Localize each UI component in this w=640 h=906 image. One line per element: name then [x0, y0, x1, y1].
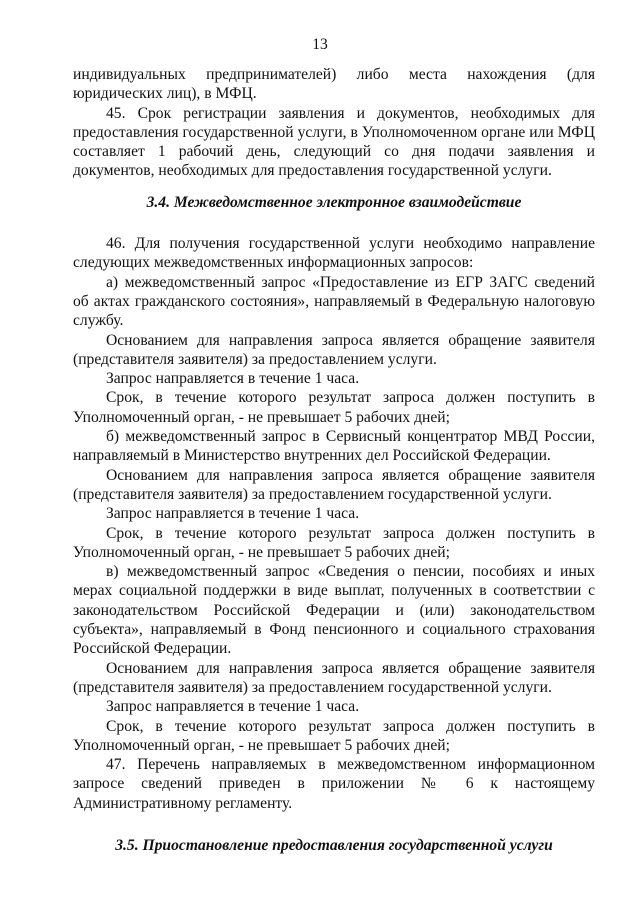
paragraph-continuation: индивидуальных предпринимателей) либо места нахождения (для юридических лиц), в МФЦ. [73, 66, 595, 103]
paragraph-46: 46. Для получения государственной услуги необходимо направление следующих межведомственных информационных запросов: [73, 235, 595, 272]
document-body [73, 65, 595, 855]
paragraph-46-v-deadline: Срок, в течение которого результат запроса должен поступить в Уполномоченный орган, - не превышает 5 рабочих дней; [73, 717, 595, 754]
paragraph-46-b-deadline: Срок, в течение которого результат запроса должен поступить в Уполномоченный орган, - не превышает 5 рабочих дней; [73, 524, 595, 561]
paragraph-46-a-basis: Основанием для направления запроса является обращение заявителя (представителя заявителя) за предоставлением услуги. [73, 331, 595, 368]
paragraph-46-b: б) межведомственный запрос в Сервисный концентратор МВД России, направляемый в Министерство внутренних дел Российской Федерации. [73, 428, 595, 465]
paragraph-46-a-timing: Запрос направляется в течение 1 часа. [106, 370, 360, 388]
paragraph-46-b-basis: Основанием для направления запроса является обращение заявителя (представителя заявителя) за предоставлением государственной услуги. [73, 466, 595, 503]
section-heading-3-4: 3.4. Межведомственное электронное взаимодействие [146, 193, 522, 211]
paragraph-46-v-basis: Основанием для направления запроса является обращение заявителя (представителя заявителя) за предоставлением государственной услуги. [73, 659, 595, 696]
page-number: 13 [312, 36, 328, 53]
paragraph-46-v-timing: Запрос направляется в течение 1 часа. [106, 698, 360, 716]
paragraph-46-v: в) межведомственный запрос «Сведения о пенсии, пособиях и иных мерах социальной поддержки в виде выплат, полученных в соответствии с законодательством Российской Федерации и (или) законодательством субъекта», направляемый в Фонд пенсионного и социального страхования Российской Федерации. [73, 563, 595, 658]
paragraph-47: 47. Перечень направляемых в межведомственном информационном запросе сведений приведен в приложении № 6 к настоящему Административному регламенту. [73, 756, 595, 812]
section-heading-3-5: 3.5. Приостановление предоставления государственной услуги [115, 836, 553, 854]
paragraph-46-b-timing: Запрос направляется в течение 1 часа. [106, 505, 360, 523]
paragraph-45: 45. Срок регистрации заявления и документов, необходимых для предоставления государственной услуги, в Уполномоченном органе или МФЦ составляет 1 рабочий день, следующий со дня подачи заявления и документов, необходимых для предоставления государственной услуги. [73, 104, 595, 180]
paragraph-46-a: а) межведомственный запрос «Предоставление из ЕГР ЗАГС сведений об актах гражданского состояния», направляемый в Федеральную налоговую службу. [73, 273, 595, 330]
paragraph-46-a-deadline: Срок, в течение которого результат запроса должен поступить в Уполномоченный орган, - не превышает 5 рабочих дней; [73, 389, 595, 426]
